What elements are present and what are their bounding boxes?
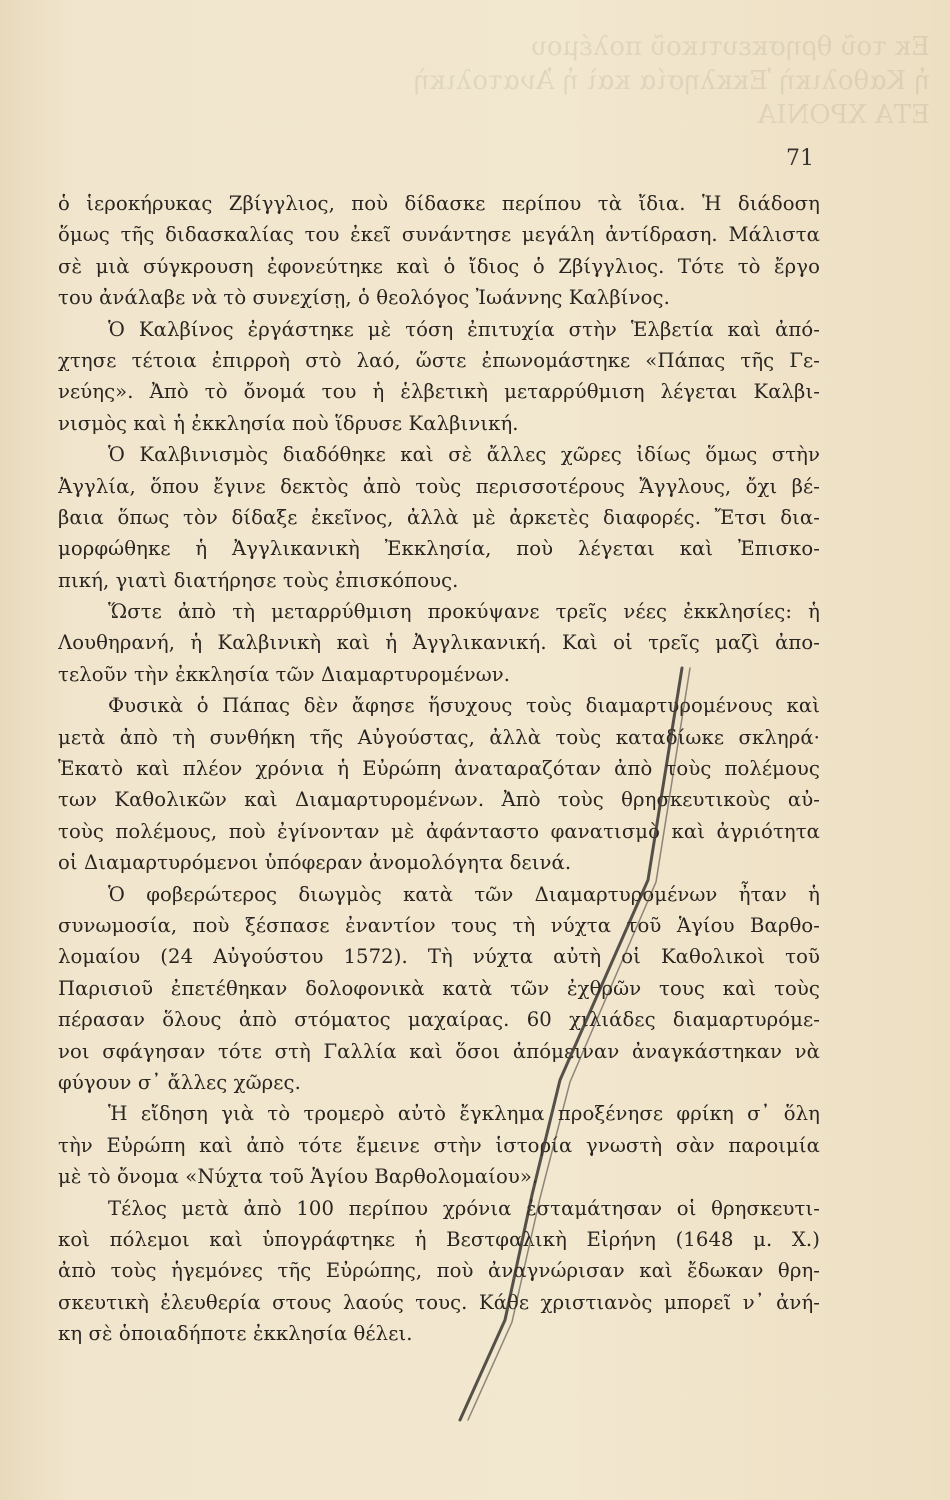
bleed-through-text: Εκ τοῦ θρησκευτικοῦ πολέμου ἡ Καθολικὴ Ἐκκλησία καὶ ἡ Ἀνατολικὴ ΕΤΑ ΧΡΟΝΙΑ (413, 32, 930, 130)
text-line: κη σὲ ὁποιαδήποτε ἐκκλησία θέλει. (58, 1322, 413, 1346)
text-line: τελοῦν τὴν ἐκκλησία τῶν Διαμαρτυρομένων. (58, 662, 511, 686)
text-line: νεύης». Ἀπὸ τὸ ὄνομά του ἡ ἑλβετικὴ μεταρρύθμιση λέγεται Καλβι- (58, 380, 820, 404)
paragraph-first-line: Τέλος μετὰ ἀπὸ 100 περίπου χρόνια ἐσταμάτησαν οἱ θρησκευτι- (108, 1196, 820, 1220)
text-line: λομαίου (24 Αὐγούστου 1572). Τὴ νύχτα αὐτὴ οἱ Καθολικοὶ τοῦ (58, 945, 820, 969)
paragraph-first-line: Ἡ εἴδηση γιὰ τὸ τρομερὸ αὐτὸ ἔγκλημα προξένησε φρίκη σ᾽ ὅλη (108, 1102, 820, 1126)
text-line: οἱ Διαμαρτυρόμενοι ὑπόφεραν ἀνομολόγητα δεινά. (58, 851, 572, 875)
text-line: πική, γιατὶ διατήρησε τοὺς ἐπισκόπους. (58, 568, 459, 592)
text-line: φύγουν σ᾽ ἄλλες χῶρες. (58, 1070, 301, 1094)
text-line: του ἀνάλαβε νὰ τὸ συνεχίσῃ, ὁ θεολόγος Ἰωάννης Καλβίνος. (58, 286, 670, 310)
text-line: μὲ τὸ ὄνομα «Νύχτα τοῦ Ἁγίου Βαρθολομαίου». (58, 1165, 539, 1189)
text-line: μετὰ ἀπὸ τὴ συνθήκη τῆς Αὐγούστας, ἀλλὰ τοὺς καταδίωκε σκληρά· (58, 725, 820, 749)
paragraph-first-line: Φυσικὰ ὁ Πάπας δὲν ἄφησε ἥσυχους τοὺς διαμαρτυρομένους καὶ (108, 694, 820, 718)
text-line: πέρασαν ὅλους ἀπὸ στόματος μαχαίρας. 60 χιλιάδες διαμαρτυρόμε- (58, 1008, 820, 1032)
paragraph-first-line: Ὁ Καλβίνος ἐργάστηκε μὲ τόση ἐπιτυχία στὴν Ἑλβετία καὶ ἀπό- (108, 317, 820, 341)
text-line: Λουθηρανή, ἡ Καλβινικὴ καὶ ἡ Ἀγγλικανική. Καὶ οἱ τρεῖς μαζὶ ἀπο- (58, 631, 820, 655)
text-line: Ἀγγλία, ὅπου ἔγινε δεκτὸς ἀπὸ τοὺς περισσοτέρους Ἄγγλους, ὄχι βέ- (58, 474, 820, 498)
text-line: σκευτικὴ ἐλευθερία στους λαούς τους. Κάθε χριστιανὸς μπορεῖ ν᾽ ἀνή- (58, 1290, 820, 1314)
text-line: σὲ μιὰ σύγκρουση ἐφονεύτηκε καὶ ὁ ἴδιος ὁ Ζβίγγλιος. Τότε τὸ ἔργο (58, 254, 820, 278)
text-line: κοὶ πόλεμοι καὶ ὑπογράφτηκε ἡ Βεστφαλικὴ Εἰρήνη (1648 μ. Χ.) (58, 1227, 820, 1251)
text-line: των Καθολικῶν καὶ Διαμαρτυρομένων. Ἀπὸ τοὺς θρησκευτικοὺς αὐ- (58, 788, 820, 812)
body-text (58, 188, 820, 1349)
paragraph-first-line: Ὁ Καλβινισμὸς διαδόθηκε καὶ σὲ ἄλλες χῶρες ἰδίως ὅμως στὴν (108, 443, 820, 467)
text-line: μορφώθηκε ἡ Ἀγγλικανικὴ Ἐκκλησία, ποὺ λέγεται καὶ Ἐπισκο- (58, 537, 820, 561)
text-line: τὴν Εὐρώπη καὶ ἀπὸ τότε ἔμεινε στὴν ἱστορία γνωστὴ σὰν παροιμία (58, 1133, 820, 1157)
text-line: συνωμοσία, ποὺ ξέσπασε ἐναντίον τους τὴ νύχτα τοῦ Ἁγίου Βαρθο- (58, 913, 820, 937)
text-line: τοὺς πολέμους, ποὺ ἐγίνονταν μὲ ἀφάνταστο φανατισμὸ καὶ ἀγριότητα (58, 819, 820, 843)
text-line: ὅμως τῆς διδασκαλίας του ἐκεῖ συνάντησε μεγάλη ἀντίδραση. Μάλιστα (58, 223, 820, 247)
text-line: χτησε τέτοια ἐπιρροὴ στὸ λαό, ὥστε ἐπωνομάστηκε «Πάπας τῆς Γε- (58, 348, 820, 372)
text-line: βαια ὅπως τὸν δίδαξε ἐκεῖνος, ἀλλὰ μὲ ἀρκετὲς διαφορές. Ἔτσι δια- (58, 505, 820, 529)
text-line: ἀπὸ τοὺς ἡγεμόνες τῆς Εὐρώπης, ποὺ ἀναγνώρισαν καὶ ἔδωκαν θρη- (58, 1259, 820, 1283)
text-line: ὁ ἱεροκήρυκας Ζβίγγλιος, ποὺ δίδασκε περίπου τὰ ἴδια. Ἡ διάδοση (58, 192, 820, 215)
paragraph-first-line: Ὥστε ἀπὸ τὴ μεταρρύθμιση προκύψανε τρεῖς νέες ἐκκλησίες: ἡ (108, 600, 820, 624)
text-line: νοι σφάγησαν τότε στὴ Γαλλία καὶ ὅσοι ἀπόμειναν ἀναγκάστηκαν νὰ (58, 1039, 820, 1063)
paragraph-first-line: Ὁ φοβερώτερος διωγμὸς κατὰ τῶν Διαμαρτυρομένων ἦταν ἡ (108, 882, 820, 906)
text-line: Παρισιοῦ ἐπετέθηκαν δολοφονικὰ κατὰ τῶν ἐχθρῶν τους καὶ τοὺς (58, 976, 820, 1000)
page-number: 71 (786, 146, 814, 171)
text-line: Ἑκατὸ καὶ πλέον χρόνια ἡ Εὐρώπη ἀναταραζόταν ἀπὸ τοὺς πολέμους (58, 757, 820, 781)
text-line: νισμὸς καὶ ἡ ἐκκλησία ποὺ ἵδρυσε Καλβινική. (58, 411, 519, 435)
